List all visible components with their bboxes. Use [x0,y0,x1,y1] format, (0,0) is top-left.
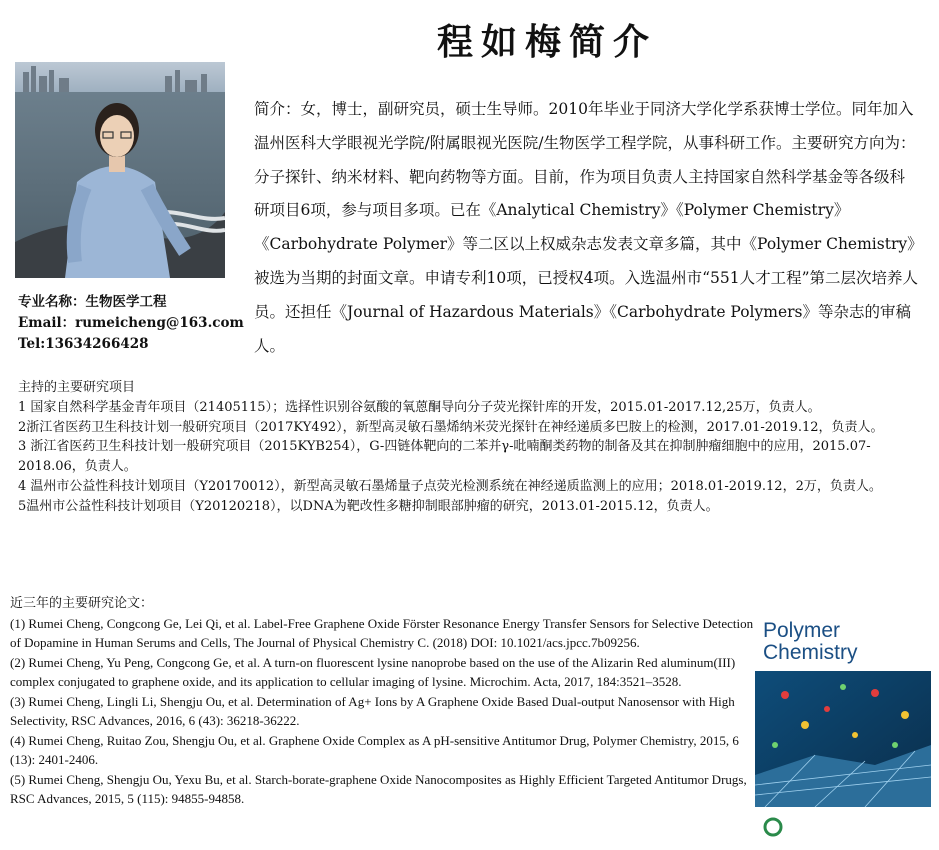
project-item: 4 温州市公益性科技计划项目（Y20170012），新型高灵敏石墨烯量子点荧光检测系统在神经递质监测上的应用；2018.01-2019.12，2万，负责人。 [18,478,882,494]
contact-info [18,292,244,355]
paper-item: (4) Rumei Cheng, Ruitao Zou, Shengju Ou, et al. Graphene Oxide Complex as A pH-sensitive Antitumor Drug, Polymer Chemistry, 2015, 6 (13): 2401-2406. [10,732,739,767]
cover-title-line1: Polymer [763,619,841,642]
journal-cover [755,605,931,845]
major-label: 专业名称：生物医学工程 [18,294,167,310]
project-item: 5温州市公益性科技计划项目（Y20120218），以DNA为靶改性多糖抑制眼部肿瘤的研究，2013.01-2015.12，负责人。 [18,498,719,514]
paper-item: (2) Rumei Cheng, Yu Peng, Congcong Ge, et al. A turn-on fluorescent lysine nanoprobe based on the use of the Alizarin Red aluminum(III) complex conjugated to graphene oxide, and its application to cellular imaging of lysine. Microchim. Acta, 2017, 184:3521–3528. [10,654,736,689]
portrait-image [15,62,225,278]
tel-label: Tel:13634266428 [18,336,149,352]
project-item: 2浙江省医药卫生科技计划一般研究项目（2017KY492），新型高灵敏石墨烯纳米荧光探针在神经递质多巴胺上的检测，2017.01-2019.12，负责人。 [18,419,884,435]
paper-item: (1) Rumei Cheng, Congcong Ge, Lei Qi, et al. Label-Free Graphene Oxide Förster Resonance Energy Transfer Sensors for Selective Detection of Dopamine in Human Serums and Cells, The Journal of Physical Chemistry C. (2018) DOI: 10.1021/acs.jpcc.7b09256. [10,615,754,650]
projects-section [18,378,923,517]
email-label: Email：rumeicheng@163.com [18,315,244,331]
paper-item: (5) Rumei Cheng, Shengju Ou, Yexu Bu, et al. Starch-borate-graphene Oxide Nanocomposites as Highly Efficient Targeted Antitumor Drugs, RSC Advances, 2015, 5 (115): 94855-94858. [10,771,747,806]
page-title: 程如梅简介 [437,21,658,63]
papers-section [10,594,754,809]
projects-heading: 主持的主要研究项目 [18,380,136,395]
paper-item: (3) Rumei Cheng, Lingli Li, Shengju Ou, et al. Determination of Ag+ Ions by A Graphene Oxide Based Dual-output Nanosensor with High Selectivity, RSC Advances, 2016, 6 (43): 36218-36222. [10,693,735,728]
cover-title-line2: Chemistry [763,641,858,664]
intro-paragraph: 简介：女，博士，副研究员，硕士生导师。2010年毕业于同济大学化学系获博士学位。同年加入温州医科大学眼视光学院/附属眼视光医院/生物医学工程学院，从事科研工作。主要研究方向为：分子探针、纳米材料、靶向药物等方面。目前，作为项目负责人主持国家自然科学基金等各级科研项目6项，参与项目多项。已在《Analytical Chemistry》《Polymer Chemistry》《Carbohydrate Polymer》等二区以上权威杂志发表文章多篇，其中《Polymer Chemistry》被选为当期的封面文章。申请专利10项，已授权4项。入选温州市“551人才工程”第二层次培养人员。还担任《Journal of Hazardous Materials》《Carbohydrate Polymers》等杂志的审稿人。 [254,100,919,355]
portrait-photo [15,62,225,278]
project-item: 3 浙江省医药卫生科技计划一般研究项目（2015KYB254），G-四链体靶向的二苯并γ-吡喃酮类药物的制备及其在抑制肿瘤细胞中的应用，2015.07-2018.06，负责人。 [18,439,871,475]
journal-cover-image [755,605,931,845]
papers-heading: 近三年的主要研究论文： [10,596,154,611]
project-item: 1 国家自然科学基金青年项目（21405115）；选择性识别谷氨酸的氧蒽酮导向分子荧光探针库的开发，2015.01-2017.12,25万，负责人。 [18,399,821,415]
